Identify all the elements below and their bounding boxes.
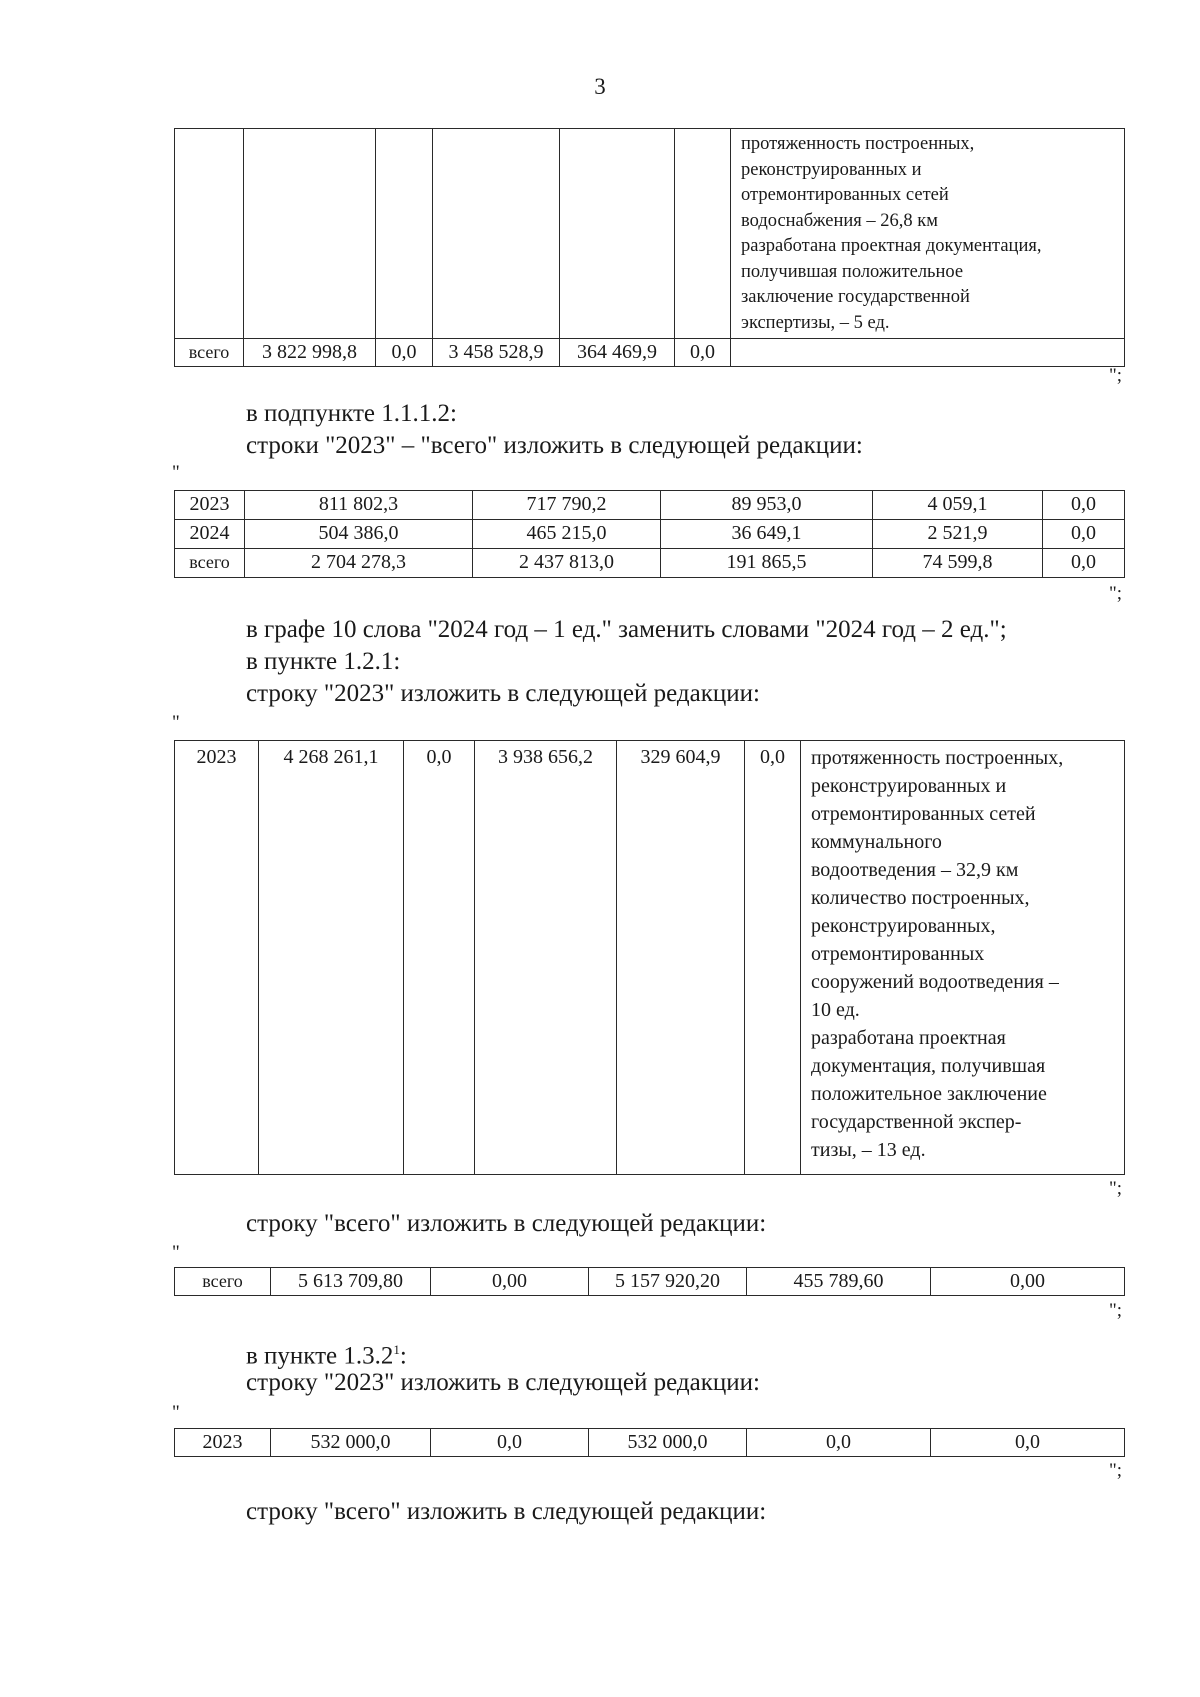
table-row: [175, 1429, 1125, 1457]
desc-line: водоотведения – 32,9 км: [811, 859, 1019, 881]
cell: 364 469,9: [560, 339, 675, 367]
cell: 0,00: [431, 1268, 589, 1296]
opening-quote: ": [172, 1402, 180, 1423]
cell: 811 802,3: [245, 491, 473, 520]
desc-line: отремонтированных сетей: [741, 185, 949, 205]
desc-line: разработана проектная документация,: [741, 236, 1042, 256]
cell: 329 604,9: [617, 741, 745, 1175]
desc-line: реконструированных,: [811, 915, 996, 937]
desc-line: разработана проектная: [811, 1027, 1006, 1049]
cell: [731, 339, 1125, 367]
desc-line: 10 ед.: [811, 999, 860, 1021]
closing-quote: ";: [1108, 1460, 1122, 1481]
cell: 532 000,0: [589, 1429, 747, 1457]
cell: 5 613 709,80: [271, 1268, 431, 1296]
item-heading-text: в пункте 1.3.2: [246, 1342, 394, 1370]
cell: 89 953,0: [661, 491, 873, 520]
row-label: всего: [175, 339, 244, 367]
cell: 191 865,5: [661, 549, 873, 578]
table-row: [175, 1268, 1125, 1296]
desc-line: получившая положительное: [741, 261, 964, 282]
item-heading-colon: :: [399, 1342, 407, 1370]
cell: 0,0: [1043, 549, 1125, 578]
instruction-text: строки "2023" – "всего" изложить в следующей редакции:: [246, 432, 863, 459]
row-label: 2023: [175, 741, 259, 1175]
cell: 3 938 656,2: [475, 741, 617, 1175]
row-label: 2023: [175, 491, 245, 520]
cell: 455 789,60: [747, 1268, 931, 1296]
opening-quote: ": [172, 1242, 180, 1263]
closing-quote: ";: [1108, 1300, 1122, 1321]
cell: 0,0: [1043, 520, 1125, 549]
instruction-text: строку "2023" изложить в следующей редакции:: [246, 680, 760, 707]
closing-quote: ";: [1108, 1178, 1122, 1199]
item-heading: в пункте 1.2.1:: [246, 648, 401, 675]
table-years: [174, 490, 1125, 578]
cell: 4 268 261,1: [259, 741, 404, 1175]
desc-line: заключение государственной: [741, 287, 970, 307]
cell: 717 790,2: [473, 491, 661, 520]
desc-line: водоснабжения – 26,8 км: [741, 210, 938, 231]
instruction-text: в графе 10 слова "2024 год – 1 ед." заменить словами "2024 год – 2 ед.";: [246, 616, 1007, 643]
instruction-text: строку "2023" изложить в следующей редакции:: [246, 1369, 760, 1396]
opening-quote: ": [172, 462, 180, 483]
row-label: всего: [175, 549, 245, 578]
cell: 0,00: [931, 1268, 1125, 1296]
cell: 5 157 920,20: [589, 1268, 747, 1296]
desc-line: коммунального: [811, 831, 942, 853]
table-wastewater-2023: [174, 740, 1125, 1175]
cell: 465 215,0: [473, 520, 661, 549]
instruction-text: строку "всего" изложить в следующей редакции:: [246, 1210, 767, 1237]
cell: 4 059,1: [873, 491, 1043, 520]
table-row: [175, 129, 1125, 339]
cell: 0,0: [931, 1429, 1125, 1457]
page-number: 3: [594, 74, 606, 99]
closing-quote: ";: [1108, 365, 1122, 386]
cell: 0,0: [675, 339, 731, 367]
desc-line: государственной экспер-: [811, 1111, 1022, 1133]
cell: 3 822 998,8: [244, 339, 376, 367]
table-row: [175, 549, 1125, 578]
desc-line: тизы, – 13 ед.: [811, 1139, 926, 1161]
cell: 0,0: [1043, 491, 1125, 520]
desc-line: отремонтированных: [811, 943, 985, 965]
table-row: [175, 339, 1125, 367]
desc-line: отремонтированных сетей: [811, 803, 1036, 825]
table-water-supply: [174, 128, 1125, 367]
cell: 2 437 813,0: [473, 549, 661, 578]
table-row: [175, 741, 1125, 1175]
instruction-text: строку "всего" изложить в следующей редакции:: [246, 1498, 767, 1525]
cell: 0,0: [404, 741, 475, 1175]
cell: 504 386,0: [245, 520, 473, 549]
desc-line: экспертизы, – 5 ед.: [741, 312, 890, 333]
table-row: [175, 491, 1125, 520]
closing-quote: ";: [1108, 583, 1122, 604]
desc-line: документация, получившая: [811, 1055, 1046, 1077]
desc-line: реконструированных и: [741, 159, 922, 180]
row-label: всего: [175, 1268, 271, 1296]
cell: 0,0: [431, 1429, 589, 1457]
subitem-heading: в подпункте 1.1.1.2:: [246, 400, 457, 427]
table-row: [175, 520, 1125, 549]
cell: 3 458 528,9: [433, 339, 560, 367]
cell: 0,0: [747, 1429, 931, 1457]
table-total: [174, 1267, 1125, 1296]
description-cell: [801, 741, 1125, 1175]
desc-line: реконструированных и: [811, 775, 1007, 797]
desc-line: сооружений водоотведения –: [811, 971, 1059, 993]
cell: 2 704 278,3: [245, 549, 473, 578]
desc-line: положительное заключение: [811, 1083, 1047, 1105]
description-cell: [731, 129, 1125, 339]
desc-line: количество построенных,: [811, 887, 1030, 909]
cell: 0,0: [745, 741, 801, 1175]
superscript: 1: [393, 1342, 400, 1357]
cell: 2 521,9: [873, 520, 1043, 549]
row-label: 2024: [175, 520, 245, 549]
row-label: 2023: [175, 1429, 271, 1457]
cell: 74 599,8: [873, 549, 1043, 578]
cell: 532 000,0: [271, 1429, 431, 1457]
opening-quote: ": [172, 712, 180, 733]
desc-line: протяженность построенных,: [741, 134, 975, 154]
table-2023-item-132: [174, 1428, 1125, 1457]
cell: 0,0: [376, 339, 433, 367]
desc-line: протяженность построенных,: [811, 747, 1064, 769]
cell: 36 649,1: [661, 520, 873, 549]
